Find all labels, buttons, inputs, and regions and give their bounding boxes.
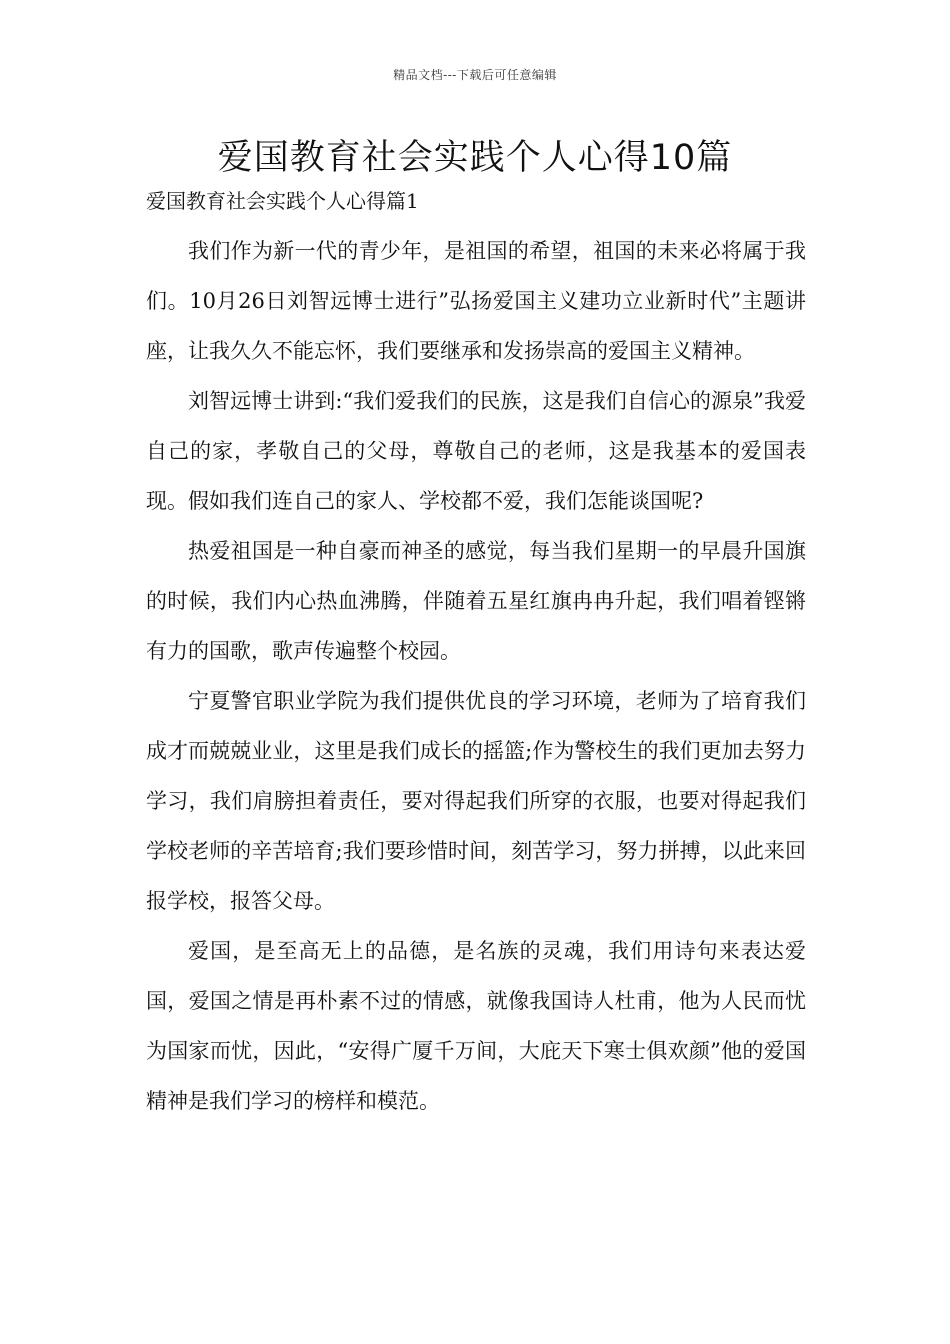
document-title: 爱国教育社会实践个人心得10篇 — [217, 138, 733, 178]
paragraph-2: 刘智远博士讲到:“我们爱我们的民族，这是我们自信心的源泉”我爱自己的家，孝敬自己的父母，尊敬自己的老师，这是我基本的爱国表现。假如我们连自己的家人、学校都不爱，我们怎能谈国呢? — [146, 389, 806, 513]
paragraph-1: 我们作为新一代的青少年，是祖国的希望，祖国的未来必将属于我们。10月26日刘智远博士进行”弘扬爱国主义建功立业新时代”主题讲座，让我久久不能忘怀，我们要继承和发扬崇高的爱国主义精神。 — [146, 239, 806, 363]
header-note: 精品文档---下载后可任意编辑 — [393, 68, 557, 82]
paragraph-3: 热爱祖国是一种自豪而神圣的感觉，每当我们星期一的早晨升国旗的时候，我们内心热血沸腾，伴随着五星红旗冉冉升起，我们唱着铿锵有力的国歌，歌声传遍整个校园。 — [146, 539, 806, 663]
section-subtitle: 爱国教育社会实践个人心得篇1 — [146, 189, 419, 213]
paragraph-4: 宁夏警官职业学院为我们提供优良的学习环境，老师为了培育我们成才而兢兢业业，这里是我们成长的摇篮;作为警校生的我们更加去努力学习，我们肩膀担着责任，要对得起我们所穿的衣服，也要对得起我们学校老师的辛苦培育;我们要珍惜时间，刻苦学习，努力拼搏，以此来回报学校，报答父母。 — [146, 689, 806, 913]
paragraph-5: 爱国，是至高无上的品德，是名族的灵魂，我们用诗句来表达爱国，爱国之情是再朴素不过的情感，就像我国诗人杜甫，他为人民而忧为国家而忧，因此，“安得广厦千万间，大庇天下寒士俱欢颜”他的爱国精神是我们学习的榜样和模范。 — [146, 939, 806, 1113]
document-body — [146, 226, 806, 1126]
